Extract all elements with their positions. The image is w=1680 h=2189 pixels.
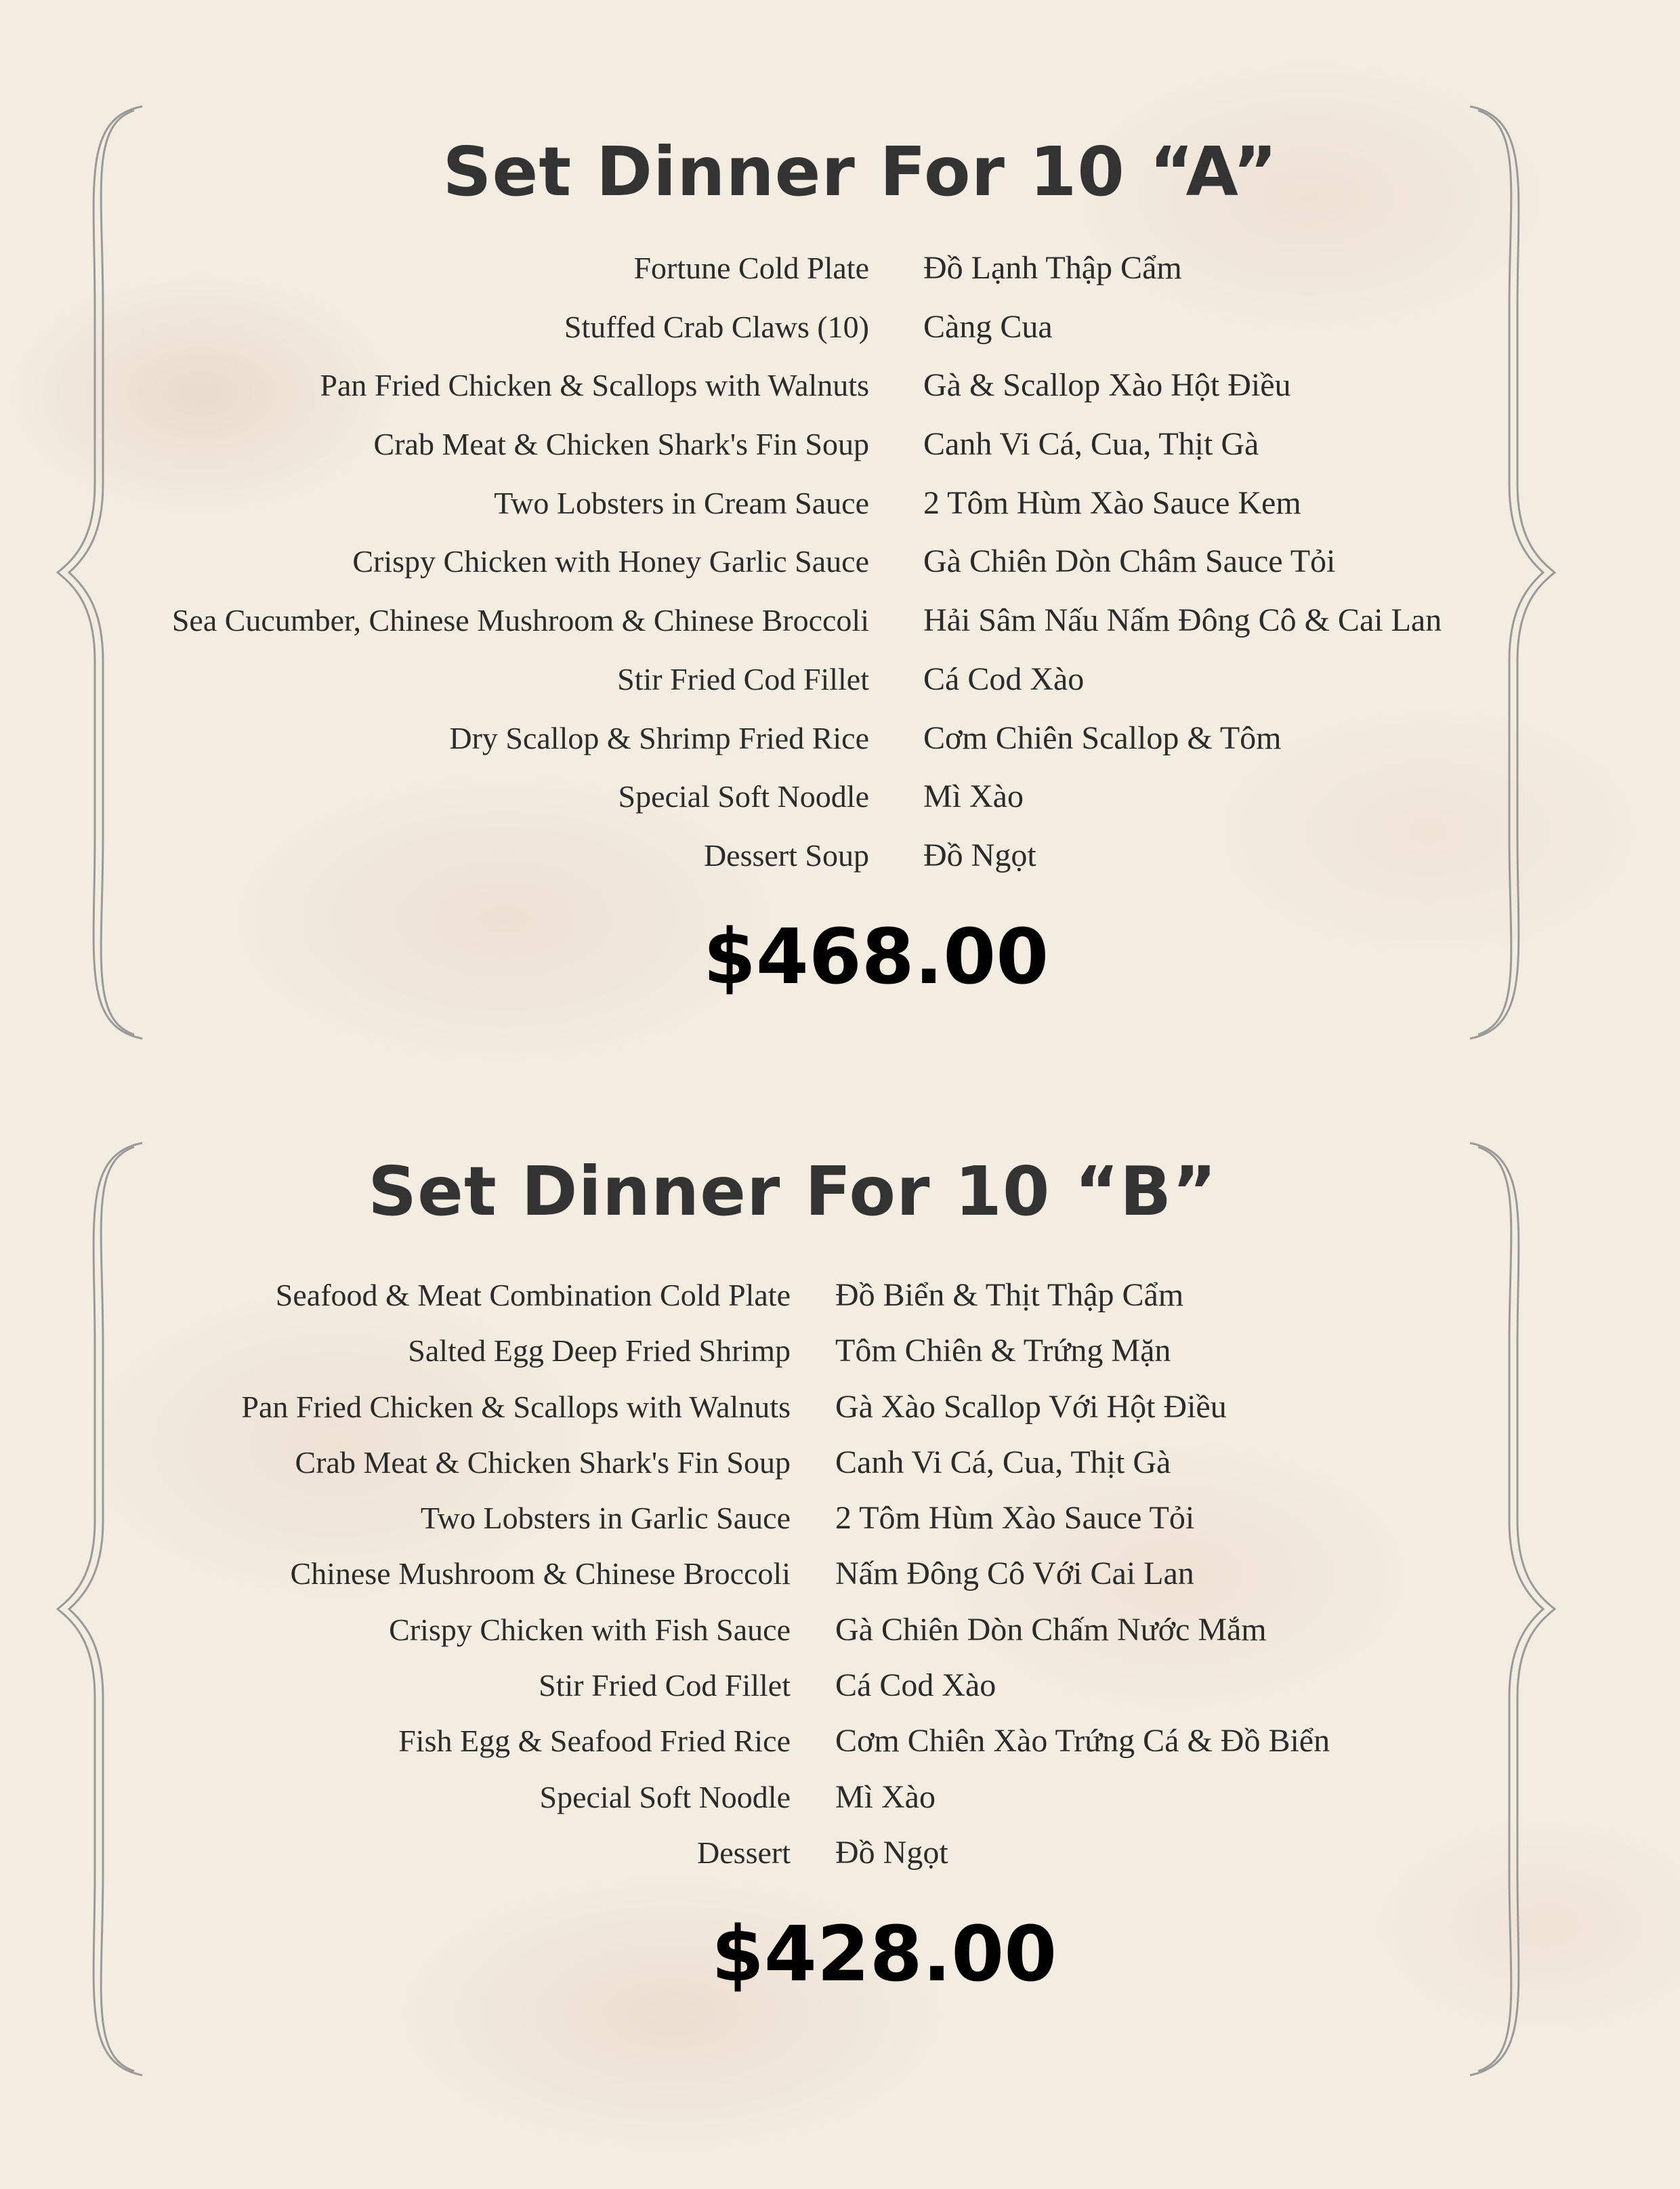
- dish-vietnamese: Gà Chiên Dòn Châm Sauce Tỏi: [923, 543, 1336, 580]
- dish-vietnamese: Đồ Ngọt: [835, 1834, 948, 1871]
- dish-vietnamese: Gà & Scallop Xào Hột Điều: [923, 367, 1291, 404]
- dish-vietnamese: Gà Xào Scallop Với Hột Điều: [835, 1388, 1227, 1425]
- menu-row: [0, 1444, 1330, 1499]
- menu-row: [0, 1276, 1330, 1332]
- set-a-price: $468.00: [703, 913, 1049, 1001]
- dish-english: Dessert: [697, 1835, 791, 1870]
- dish-english: Dessert Soup: [703, 837, 869, 873]
- menu-row: [0, 1834, 1330, 1890]
- dish-vietnamese: Hải Sâm Nấu Nấm Đông Cô & Cai Lan: [923, 602, 1442, 639]
- dish-vietnamese: Tôm Chiên & Trứng Mặn: [835, 1333, 1171, 1369]
- dish-vietnamese: Cơm Chiên Scallop & Tôm: [923, 720, 1282, 756]
- menu-row: [0, 1722, 1330, 1778]
- dish-vietnamese: Đồ Lạnh Thập Cẩm: [923, 250, 1182, 286]
- dish-vietnamese: Cơm Chiên Xào Trứng Cá & Đồ Biển: [835, 1723, 1330, 1759]
- menu-row: [0, 602, 1442, 661]
- dish-vietnamese: Gà Chiên Dòn Chấm Nước Mắm: [835, 1611, 1267, 1648]
- menu-row: [0, 1499, 1330, 1555]
- dish-vietnamese: Đồ Ngọt: [923, 837, 1036, 873]
- dish-english: Sea Cucumber, Chinese Mushroom & Chinese Broccoli: [171, 603, 869, 638]
- dish-vietnamese: Canh Vi Cá, Cua, Thịt Gà: [923, 426, 1259, 463]
- dish-vietnamese: Đồ Biển & Thịt Thập Cẩm: [835, 1277, 1184, 1313]
- dish-english: Chinese Mushroom & Chinese Broccoli: [290, 1556, 791, 1591]
- right-brace-set-b: [1463, 1142, 1558, 2077]
- dish-english: Crab Meat & Chicken Shark's Fin Soup: [295, 1444, 791, 1480]
- dish-english: Pan Fried Chicken & Scallops with Walnuts: [241, 1389, 791, 1424]
- dish-english: Salted Egg Deep Fried Shrimp: [408, 1333, 791, 1369]
- dish-english: Crab Meat & Chicken Shark's Fin Soup: [373, 427, 869, 462]
- menu-row: [0, 425, 1442, 484]
- dish-english: Stuffed Crab Claws (10): [564, 309, 869, 344]
- dish-vietnamese: 2 Tôm Hùm Xào Sauce Tỏi: [835, 1500, 1195, 1537]
- dish-english: Special Soft Noodle: [618, 779, 869, 814]
- dish-english: Two Lobsters in Cream Sauce: [494, 485, 869, 520]
- dish-english: Crispy Chicken with Honey Garlic Sauce: [352, 544, 869, 579]
- menu-row: [0, 367, 1442, 425]
- dish-vietnamese: Càng Cua: [923, 308, 1053, 345]
- menu-row: [0, 1332, 1330, 1388]
- menu-row: [0, 778, 1442, 837]
- menu-row: [0, 661, 1442, 720]
- menu-row: [0, 484, 1442, 543]
- menu-row: [0, 308, 1442, 367]
- dish-english: Fortune Cold Plate: [633, 251, 869, 285]
- dish-vietnamese: Cá Cod Xào: [835, 1667, 996, 1704]
- menu-row: [0, 1555, 1330, 1610]
- dish-vietnamese: Canh Vi Cá, Cua, Thịt Gà: [835, 1444, 1171, 1480]
- dish-english: Pan Fried Chicken & Scallops with Walnuts: [320, 368, 869, 403]
- dish-english: Crispy Chicken with Fish Sauce: [389, 1612, 791, 1647]
- dish-english: Dry Scallop & Shrimp Fried Rice: [449, 720, 869, 755]
- dish-vietnamese: Nấm Đông Cô Với Cai Lan: [835, 1556, 1194, 1592]
- dish-english: Special Soft Noodle: [539, 1779, 791, 1814]
- dish-english: Seafood & Meat Combination Cold Plate: [275, 1278, 791, 1312]
- set-b-title: Set Dinner For 10 “B”: [368, 1152, 1217, 1231]
- dish-english: Two Lobsters in Garlic Sauce: [420, 1501, 791, 1536]
- dish-english: Stir Fried Cod Fillet: [617, 661, 869, 696]
- menu-row: [0, 1667, 1330, 1722]
- menu-row: [0, 1611, 1330, 1667]
- set-a-menu-list: [0, 249, 1442, 896]
- right-brace-set-a: [1463, 105, 1558, 1040]
- menu-row: [0, 543, 1442, 602]
- dish-vietnamese: Mì Xào: [835, 1778, 936, 1815]
- menu-row: [0, 249, 1442, 308]
- set-b-menu-list: [0, 1276, 1330, 1890]
- set-a-title: Set Dinner For 10 “A”: [442, 132, 1278, 211]
- dish-vietnamese: Cá Cod Xào: [923, 661, 1085, 697]
- dish-vietnamese: Mì Xào: [923, 778, 1024, 815]
- set-b-price: $428.00: [711, 1911, 1057, 1999]
- dish-english: Fish Egg & Seafood Fried Rice: [398, 1724, 791, 1759]
- menu-row: [0, 720, 1442, 778]
- menu-row: [0, 1388, 1330, 1444]
- menu-row: [0, 1778, 1330, 1834]
- dish-vietnamese: 2 Tôm Hùm Xào Sauce Kem: [923, 484, 1301, 521]
- menu-row: [0, 837, 1442, 896]
- dish-english: Stir Fried Cod Fillet: [539, 1668, 791, 1703]
